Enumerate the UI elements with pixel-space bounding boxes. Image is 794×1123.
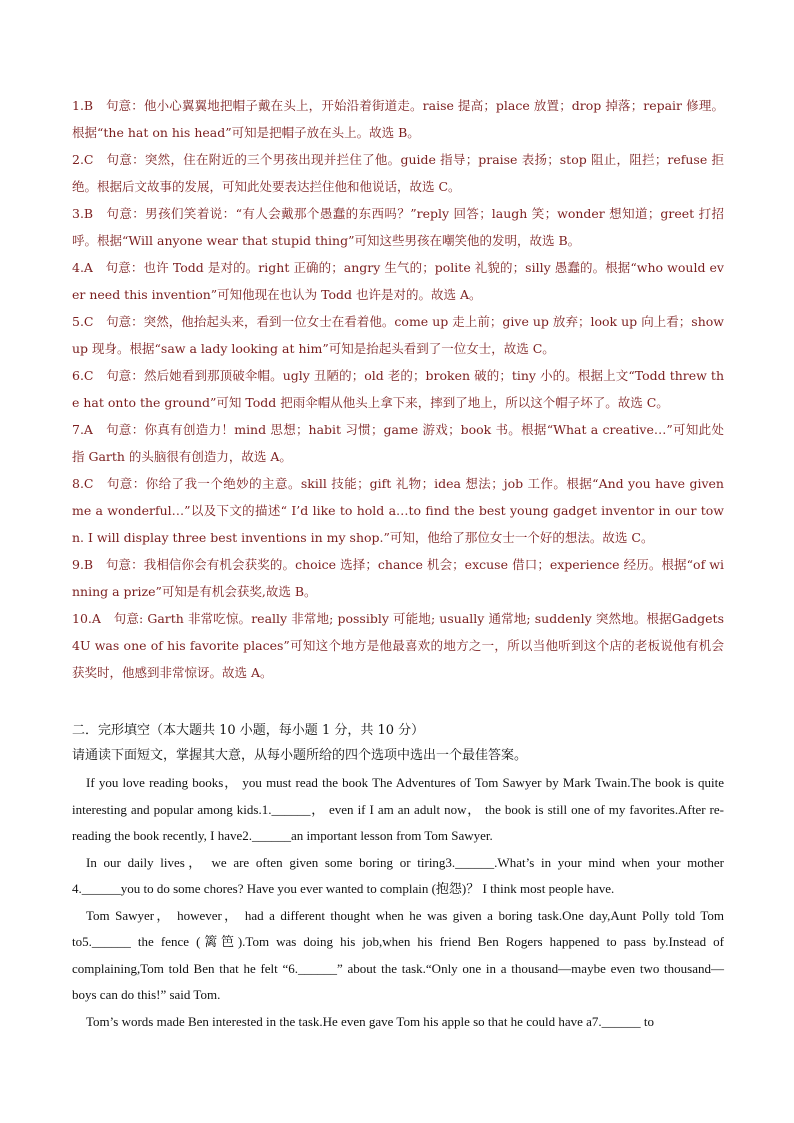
passage-paragraph: Tom’s words made Ben interested in the task.He even gave Tom his apple so that he could have a7.______ to [86,1013,655,1029]
answer-item: 7.A 句意：你真有创造力！mind 思想；habit 习惯；game 游戏；book 书。根据“What a creative…”可知此处指 Garth 的头脑很有创造力，故选 A。 [72,422,724,464]
section-instruction: 请通读下面短文，掌握其大意，从每小题所给的四个选项中选出一个最佳答案。 [72,748,528,763]
answer-item: 4.A 句意：也许 Todd 是对的。right 正确的；angry 生气的；polite 礼貌的；silly 愚蠢的。根据“who would ever need this invention”可知他现在也认为 Todd 也许是对的。故选 A。 [72,260,724,302]
passage-paragraph: If you love reading books， you must read the book The Adventures of Tom Sawyer by Mark Twain.The book is quite interesting and popular among kids.1.______， even if I am an adult now， the book is still one of my favorites.After re-reading the book recently, I have2.______an important lesson from Tom Sawyer. [72,775,724,843]
answer-item: 1.B 句意：他小心翼翼地把帽子戴在头上，开始沿着街道走。raise 提高；place 放置；drop 掉落；repair 修理。根据“the hat on his head”可知是把帽子放在头上。故选 B。 [72,98,724,140]
passage-paragraph: In our daily lives， we are often given some boring or tiring3.______.What’s in your mind when your mother 4.______you to do some chores? Have you ever wanted to complain (抱怨)？ I think most people have. [72,854,724,896]
answer-item: 6.C 句意：然后她看到那顶破伞帽。ugly 丑陋的；old 老的；broken 破的；tiny 小的。根据上文“Todd threw the hat onto the ground”可知 Todd 把雨伞帽从他头上拿下来，摔到了地上，所以这个帽子坏了。故选 C。 [72,368,724,410]
cloze-section [72,718,724,1035]
answer-item: 3.B 句意：男孩们笑着说：“有人会戴那个愚蠢的东西吗？”reply 回答；laugh 笑；wonder 想知道；greet 打招呼。根据“Will anyone wear that stupid thing”可知这些男孩在嘲笑他的发明，故选 B。 [72,206,724,248]
answer-item: 10.A 句意: Garth 非常吃惊。really 非常地; possibly 可能地; usually 通常地; suddenly 突然地。根据Gadgets4U was one of his favorite places”可知这个地方是他最喜欢的地方之一，所以当他听到这个店的老板说他有机会获奖时，他感到非常惊讶。故选 A。 [72,611,724,680]
answer-explanations [72,92,724,686]
cloze-passage [72,770,724,1035]
answer-item: 5.C 句意：突然，他抬起头来，看到一位女士在看着他。come up 走上前；give up 放弃；look up 向上看；show up 现身。根据“saw a lady looking at him”可知是抬起头看到了一位女士，故选 C。 [72,314,724,356]
passage-paragraph: Tom Sawyer， however， had a different thought when he was given a boring task.One day,Aunt Polly told Tom to5.______ the fence (篱笆).Tom was doing his job,when his friend Ben Rogers happened to pass by.Instead of complaining,Tom told Ben that he felt “6.______” about the task.“Only one in a thousand—maybe even two thousand—boys can do this!” said Tom. [72,907,724,1002]
answer-item: 9.B 句意：我相信你会有机会获奖的。choice 选择；chance 机会；excuse 借口；experience 经历。根据“of winning a prize”可知是有机会获奖,故选 B。 [72,557,724,599]
section-title: 二．完形填空（本大题共 10 小题，每小题 1 分，共 10 分） [72,723,425,738]
answer-item: 8.C 句意：你给了我一个绝妙的主意。skill 技能；gift 礼物；idea 想法；job 工作。根据“And you have given me a wonderful…”以及下文的描述“ I’d like to hold a…to find the best young gadget inventor in our town. I will display three best inventions in my shop.”可知，他给了那位女士一个好的想法。故选 C。 [72,476,724,545]
answer-item: 2.C 句意：突然，住在附近的三个男孩出现并拦住了他。guide 指导；praise 表扬；stop 阻止，阻拦；refuse 拒绝。根据后文故事的发展，可知此处要表达拦住他和他说话，故选 C。 [72,152,724,194]
